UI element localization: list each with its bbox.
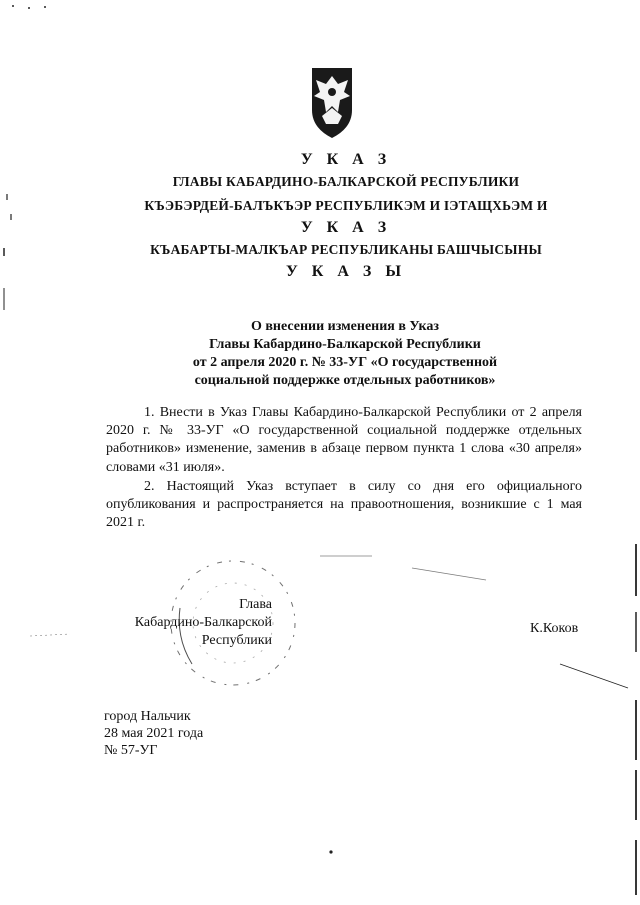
footer-number: № 57-УГ: [104, 743, 158, 758]
document-footer: [104, 708, 203, 759]
footer-date: 28 мая 2021 года: [104, 726, 204, 741]
heading-line: Главы Кабардино-Балкарской Республики: [209, 337, 481, 352]
decree-title-block: [120, 150, 572, 282]
heading-line: О внесении изменения в Указ: [250, 319, 440, 334]
decree-word-kabardian: У К А З: [300, 219, 392, 236]
signatory-title-line: Глава: [239, 597, 272, 612]
body-paragraph-2: 2. Настоящий Указ вступает в силу со дня его официального опубликования и распространяется на правоотношения, возникшие с 1 мая 2021 г.: [106, 478, 582, 531]
heading-line: от 2 апреля 2020 г. № 33-УГ «О государственной: [192, 355, 498, 370]
document-heading: [140, 318, 550, 390]
footer-city: город Нальчик: [104, 709, 191, 724]
body-paragraph-1: 1. Внести в Указ Главы Кабардино-Балкарской Республики от 2 апреля 2020 г. № 33-УГ «О государственной социальной поддержке отдельных работников» изменение, заменив в абзаце первом пункта 1 слова «30 апреля» словами «31 июля».: [106, 405, 582, 475]
decree-word-balkar: У К А З Ы: [285, 263, 407, 280]
issuer-russian: ГЛАВЫ КАБАРДИНО-БАЛКАРСКОЙ РЕСПУБЛИКИ: [172, 174, 520, 189]
issuer-kabardian: КЪЭБЭРДЕЙ-БАЛЪКЪЭР РЕСПУБЛИКЭМ И ІЭТАЩХЬЭМ И: [144, 198, 548, 213]
heading-line: социальной поддержке отдельных работников»: [194, 373, 496, 388]
signatory-title-line: Республики: [201, 633, 272, 648]
issuer-balkar: КЪАБАРТЫ-МАЛКЪАР РЕСПУБЛИКАНЫ БАШЧЫСЫНЫ: [150, 242, 542, 257]
coat-of-arms-icon: [308, 62, 356, 140]
decree-word-russian: У К А З: [300, 151, 392, 168]
document-body: [106, 404, 582, 533]
signatory-title-line: Кабардино-Балкарской: [134, 615, 272, 630]
signatory-title: [104, 596, 272, 650]
signatory-name: К.Коков: [530, 621, 579, 636]
